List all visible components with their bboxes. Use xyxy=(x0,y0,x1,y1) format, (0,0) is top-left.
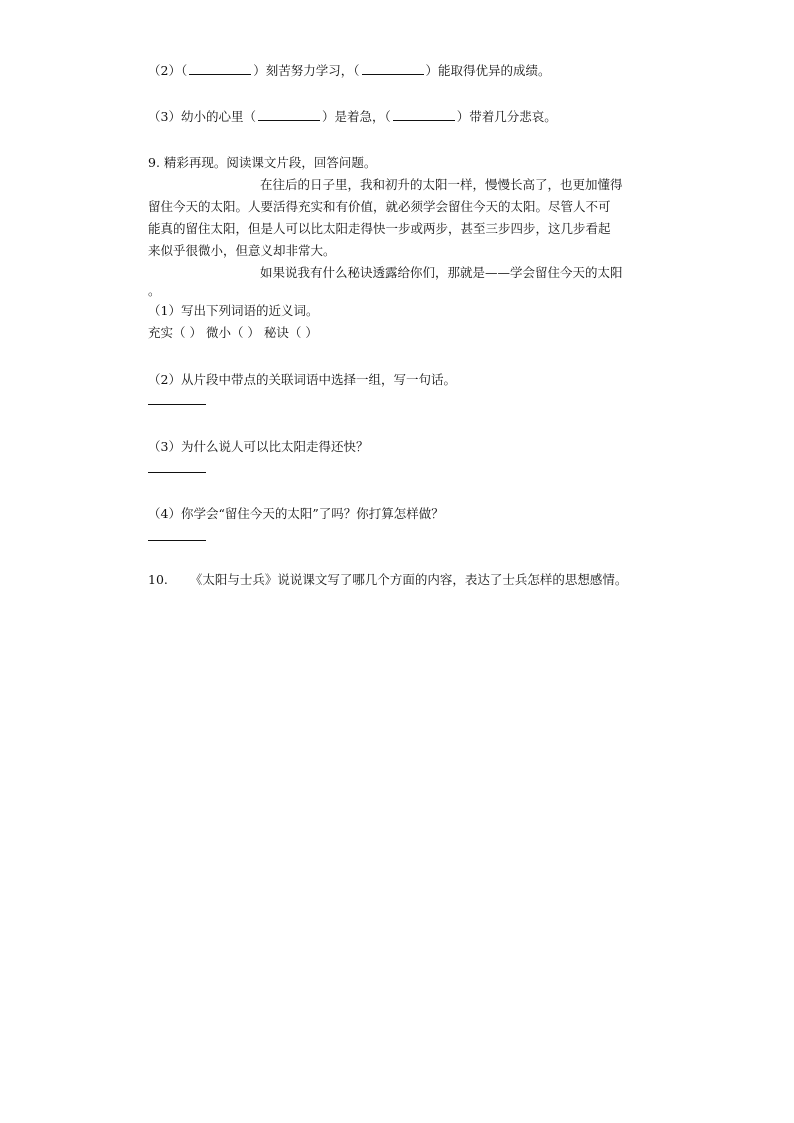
sub-question-3: （3）为什么说人可以比太阳走得还快？ xyxy=(148,439,369,454)
item-text: 带着几分悲哀。 xyxy=(469,109,557,124)
question-text: 《太阳与士兵》说说课文写了哪几个方面的内容，表达了士兵怎样的思想感情。 xyxy=(189,572,628,587)
synonym-words: 充实（ ） 微小（ ） 秘诀（ ） xyxy=(148,325,318,340)
open-paren: （ xyxy=(243,109,256,124)
item-text: 幼小的心里 xyxy=(180,109,244,124)
passage-line: 如果说我有什么秘诀透露给你们，那就是——学会留住今天的太阳 xyxy=(260,265,623,280)
item-number: （3） xyxy=(148,109,181,124)
close-paren: ） xyxy=(425,63,439,78)
item-text: 能取得优异的成绩。 xyxy=(438,63,551,78)
close-paren: ） xyxy=(456,109,470,124)
sub-question-2: （2）从片段中带点的关联词语中选择一组，写一句话。 xyxy=(148,372,456,387)
passage-line: 留住今天的太阳。人要活得充实和有价值，就必须学会留住今天的太阳。尽管人不可 xyxy=(148,199,611,214)
open-paren: （ xyxy=(384,109,391,124)
item-text: 是着急， xyxy=(334,109,385,124)
passage-line: 来似乎很微小，但意义却非常大。 xyxy=(148,243,336,258)
close-paren: ） xyxy=(321,109,335,124)
fill-blank[interactable] xyxy=(258,109,320,121)
passage-line: 在往后的日子里，我和初升的太阳一样，慢慢长高了，也更加懂得 xyxy=(260,177,623,192)
q8-item-3 xyxy=(148,109,557,125)
sub-question-1: （1）写出下列词语的近义词。 xyxy=(148,303,319,318)
fill-blank[interactable] xyxy=(189,63,251,75)
question-10 xyxy=(148,572,627,588)
item-text: 刻苦努力学习， xyxy=(265,63,354,78)
open-paren: （ xyxy=(353,63,360,78)
question-number: 10. xyxy=(148,572,168,587)
answer-line[interactable] xyxy=(148,540,206,541)
passage-line-end: 。 xyxy=(148,283,161,298)
fill-blank[interactable] xyxy=(362,63,424,75)
close-paren: ） xyxy=(253,63,266,78)
q8-item-2 xyxy=(148,63,551,79)
fill-blank[interactable] xyxy=(393,109,455,121)
passage-line: 能真的留住太阳，但是人可以比太阳走得快一步或两步，甚至三步四步，这几步看起 xyxy=(148,221,611,236)
sub-question-4: （4）你学会“留住今天的太阳”了吗？你打算怎样做？ xyxy=(148,506,444,521)
answer-line[interactable] xyxy=(148,404,206,405)
item-number: （2） xyxy=(148,63,181,78)
question-9-title: 9. 精彩再现。阅读课文片段，回答问题。 xyxy=(148,155,377,170)
answer-line[interactable] xyxy=(148,472,206,473)
open-paren: （ xyxy=(180,63,188,78)
